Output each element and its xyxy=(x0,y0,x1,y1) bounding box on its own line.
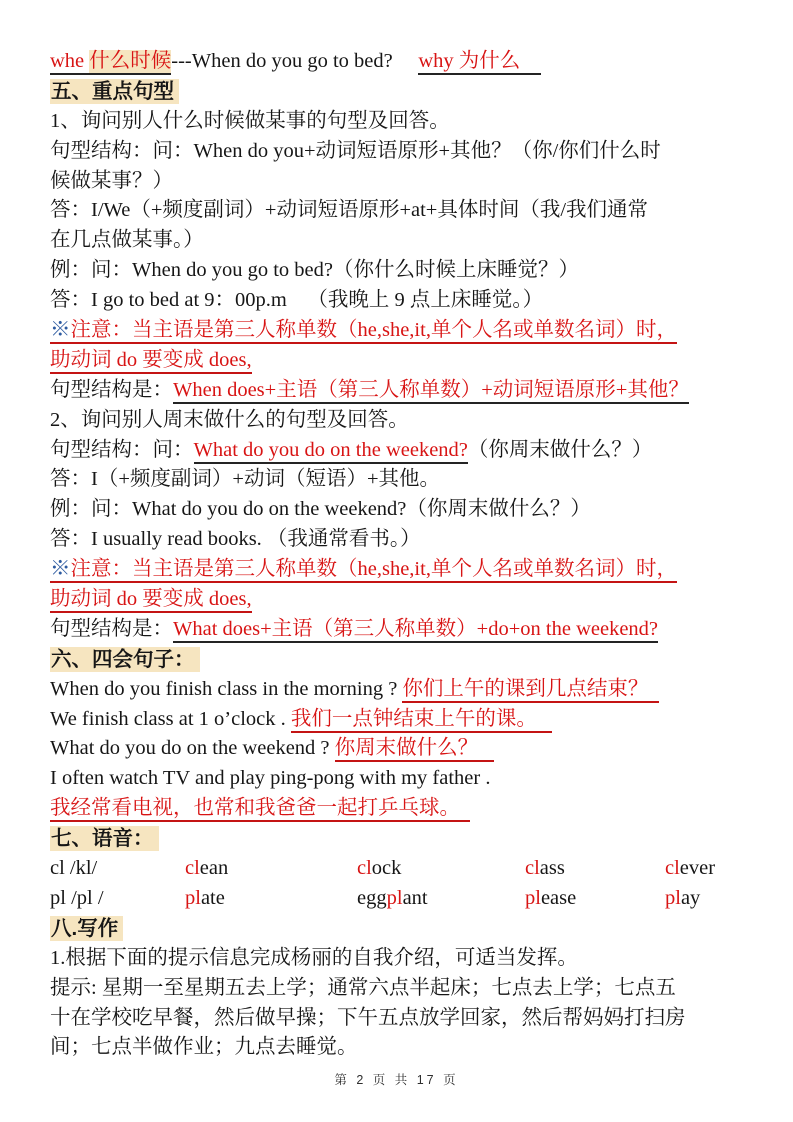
text-segment: 2、询问别人周末做什么的句型及回答。 xyxy=(50,408,409,431)
text-segment: 1、询问别人什么时候做某事的句型及回答。 xyxy=(50,109,450,132)
text-segment xyxy=(478,737,493,762)
text-segment: 句型结构：问：When do you+动词短语原形+其他？（你/你们什么时 xyxy=(50,139,661,162)
text-line xyxy=(50,794,753,824)
text-segment: 我经常看电视，也常和我爸爸一起打乒乓球。 xyxy=(50,797,460,822)
vocab-line xyxy=(50,47,753,77)
text-segment: 答：I/We（+频度副词）+动词短语原形+at+具体时间（我/我们通常 xyxy=(50,199,649,222)
text-segment: cl xyxy=(185,857,200,880)
text-segment: I often watch TV and play ping-pong with my father . xyxy=(50,767,491,790)
phonics-row-pl xyxy=(50,884,753,914)
text-segment: 什么时候 xyxy=(89,50,171,75)
text-segment xyxy=(460,797,470,822)
text-segment: What do you do on the weekend ? xyxy=(50,737,335,760)
text-segment xyxy=(520,50,541,75)
text-segment: cl xyxy=(357,857,372,880)
note-line xyxy=(50,555,753,585)
text-segment: ※ xyxy=(50,558,71,583)
text-line xyxy=(50,196,753,226)
note-line xyxy=(50,316,753,346)
text-segment: pl xyxy=(525,886,541,909)
text-line xyxy=(50,705,753,735)
text-segment: 十在学校吃早餐，然后做早操；下午五点放学回家，然后帮妈妈打扫房 xyxy=(50,1006,686,1029)
phonics-cell xyxy=(357,854,525,884)
text-line xyxy=(50,256,753,286)
text-segment: cl xyxy=(665,857,680,880)
text-segment xyxy=(648,678,658,703)
text-segment: When do you finish class in the morning ? xyxy=(50,677,403,700)
text-segment: ate xyxy=(200,886,225,909)
text-segment: 答：I usually read books. （我通常看书。） xyxy=(50,528,421,551)
text-line xyxy=(50,137,753,167)
note-line xyxy=(50,585,753,615)
text-segment: pl /pl / xyxy=(50,886,104,909)
text-line xyxy=(50,465,753,495)
text-segment: 六、四会句子： xyxy=(50,647,200,672)
text-segment: What does+主语（第三人称单数）+do+on the weekend? xyxy=(173,618,658,643)
note-line xyxy=(50,346,753,376)
text-segment: ant xyxy=(402,886,428,909)
text-line xyxy=(50,376,753,406)
text-segment: ※ xyxy=(50,319,71,344)
section-6-heading xyxy=(50,645,753,675)
phonics-cell xyxy=(665,884,753,914)
text-segment: ean xyxy=(199,857,229,880)
text-segment: What do you do on the weekend? xyxy=(194,439,468,464)
text-segment: 注意：当主语是第三人称单数（he,she,it,单个人名或单数名词）时， xyxy=(71,319,677,344)
text-segment: 我们一点钟结束上午的课。 xyxy=(291,708,537,733)
text-line xyxy=(50,615,753,645)
text-segment: ever xyxy=(679,857,716,880)
text-segment: 候做某事？） xyxy=(50,169,173,192)
section-5-heading xyxy=(50,77,753,107)
text-segment: 句型结构是： xyxy=(50,378,173,401)
text-line xyxy=(50,764,753,794)
phonics-cell xyxy=(357,884,525,914)
phonics-cell xyxy=(50,884,185,914)
text-segment: pl xyxy=(185,886,201,909)
section-8-heading xyxy=(50,914,753,944)
text-segment: ock xyxy=(371,857,402,880)
phonics-cell xyxy=(665,854,753,884)
page-footer: 第 2 页 共 17 页 xyxy=(334,1073,459,1087)
text-segment: 间；七点半做作业；九点去睡觉。 xyxy=(50,1036,358,1059)
text-line xyxy=(50,1004,753,1034)
text-segment: ay xyxy=(680,886,701,909)
phonics-row-cl xyxy=(50,854,753,884)
text-line xyxy=(50,286,753,316)
text-segment: 例：问：What do you do on the weekend?（你周末做什么？） xyxy=(50,498,591,521)
text-line xyxy=(50,436,753,466)
text-segment: We finish class at 1 o’clock . xyxy=(50,707,291,730)
text-segment: 注意：当主语是第三人称单数（he,she,it,单个人名或单数名词）时， xyxy=(71,558,677,583)
text-segment: 五、重点句型 xyxy=(50,79,179,104)
text-segment: cl /kl/ xyxy=(50,857,98,880)
text-segment: 答：I（+频度副词）+动词（短语）+其他。 xyxy=(50,468,441,491)
text-segment: （你周末做什么？） xyxy=(467,438,653,461)
phonics-cell xyxy=(525,884,665,914)
text-line xyxy=(50,167,753,197)
phonics-cell xyxy=(185,884,357,914)
text-segment: why 为什么 xyxy=(418,50,520,75)
text-segment: 八.写作 xyxy=(50,916,123,941)
text-segment: 你周末做什么？ xyxy=(335,737,479,762)
text-segment: 在几点做某事。） xyxy=(50,229,204,252)
text-segment: pl xyxy=(665,886,681,909)
text-segment: ---When do you go to bed? xyxy=(171,50,393,72)
text-segment: 助动词 do 要变成 does, xyxy=(50,588,252,613)
text-segment: 七、语音： xyxy=(50,826,159,851)
text-segment: egg xyxy=(357,886,387,909)
phonics-cell xyxy=(185,854,357,884)
text-line xyxy=(50,495,753,525)
text-segment: 助动词 do 要变成 does, xyxy=(50,349,252,374)
text-segment xyxy=(393,50,419,72)
phonics-cell xyxy=(525,854,665,884)
text-line xyxy=(50,525,753,555)
text-line xyxy=(50,1033,753,1063)
text-line xyxy=(50,675,753,705)
text-segment: 句型结构是： xyxy=(50,617,173,640)
text-line xyxy=(50,406,753,436)
text-segment: pl xyxy=(386,886,403,909)
text-segment: 1.根据下面的提示信息完成杨丽的自我介绍，可适当发挥。 xyxy=(50,946,578,969)
text-segment: cl xyxy=(525,857,540,880)
text-segment: 答：I go to bed at 9：00p.m （我晚上 9 点上床睡觉。） xyxy=(50,289,544,312)
document-body xyxy=(50,47,753,1063)
text-segment: When does+主语（第三人称单数）+动词短语原形+其他？ xyxy=(173,379,689,404)
text-segment: whe xyxy=(50,50,89,75)
text-segment: 例：问：When do you go to bed?（你什么时候上床睡觉？） xyxy=(50,259,579,282)
text-line xyxy=(50,944,753,974)
section-7-heading xyxy=(50,824,753,854)
text-line xyxy=(50,974,753,1004)
text-line xyxy=(50,226,753,256)
text-segment: 你们上午的课到几点结束？ xyxy=(402,678,648,703)
phonics-cell xyxy=(50,854,185,884)
text-segment xyxy=(537,708,552,733)
text-segment: ease xyxy=(540,886,577,909)
text-segment: 句型结构：问： xyxy=(50,438,194,461)
text-line xyxy=(50,107,753,137)
text-line xyxy=(50,734,753,764)
text-segment: ass xyxy=(539,857,565,880)
text-segment: 提示: 星期一至星期五去上学；通常六点半起床；七点去上学；七点五 xyxy=(50,976,676,999)
